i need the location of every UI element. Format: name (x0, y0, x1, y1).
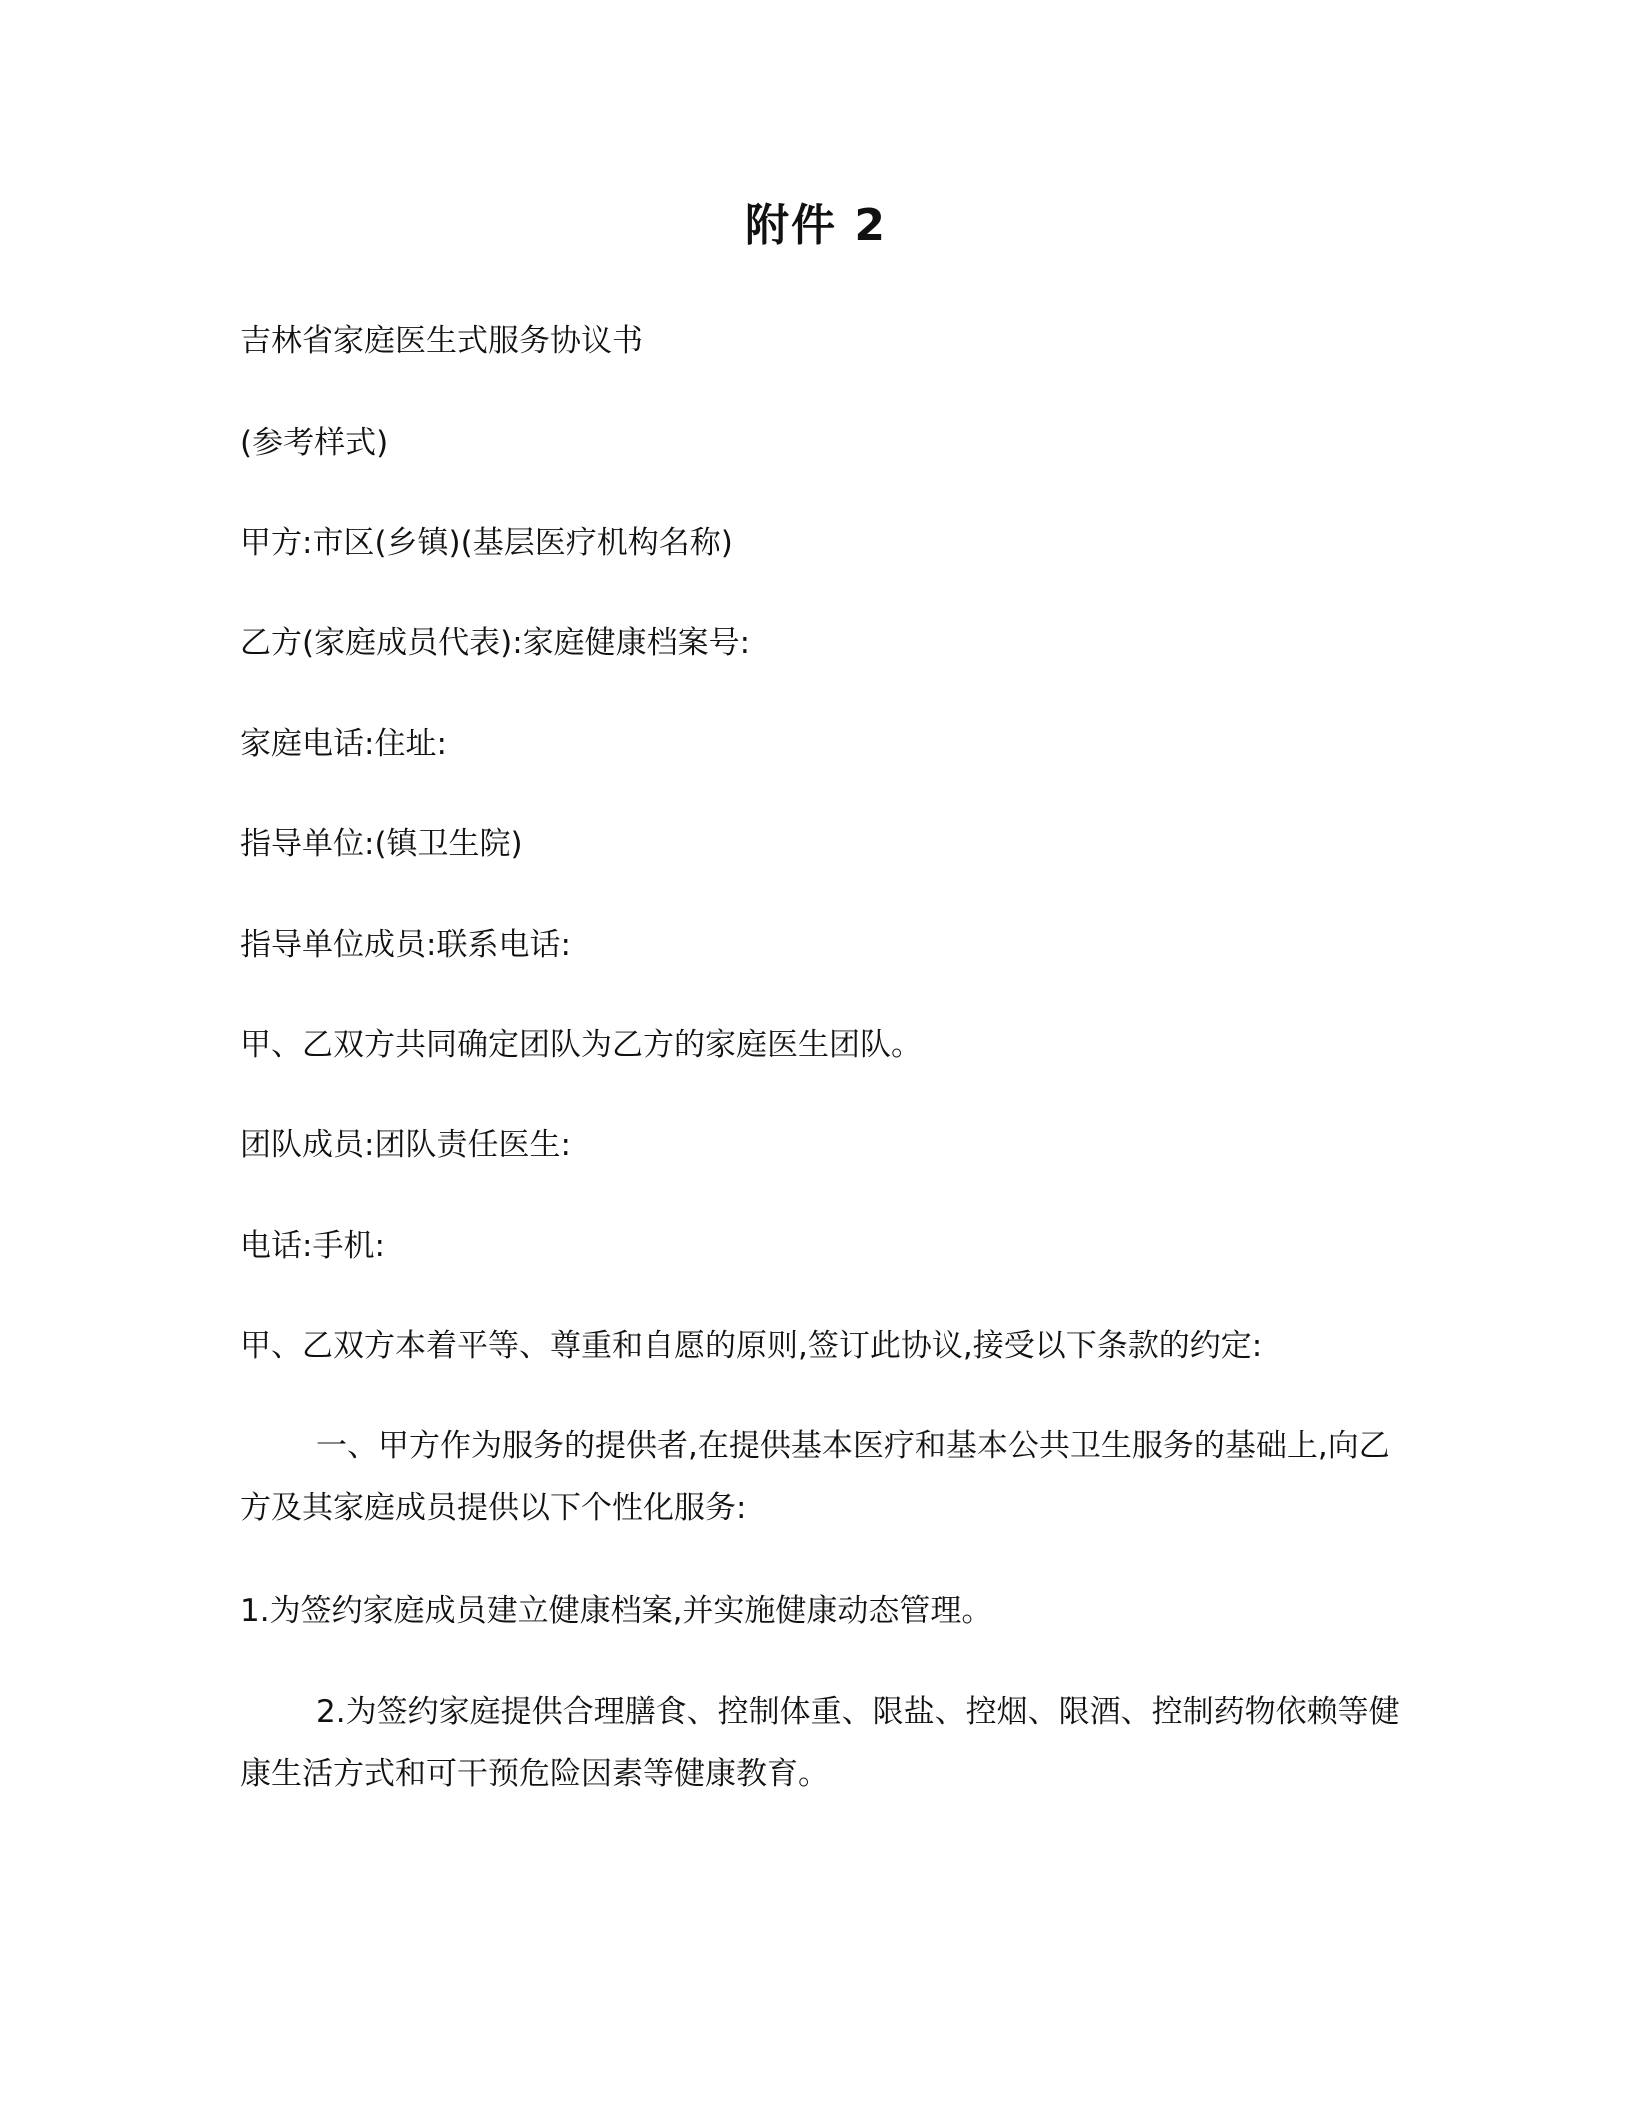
team-confirmation-line: 甲、乙双方共同确定团队为乙方的家庭医生团队。 (240, 1027, 922, 1063)
service-item-1: 1.为签约家庭成员建立健康档案,并实施健康动态管理。 (240, 1593, 993, 1629)
agreement-principle-line: 甲、乙双方本着平等、尊重和自愿的原则,签订此协议,接受以下条款的约定: (240, 1328, 1263, 1364)
clause-one-paragraph: 一、甲方作为服务的提供者,在提供基本医疗和基本公共卫生服务的基础上,向乙方及其家庭成员提供以下个性化服务: (240, 1428, 1390, 1526)
party-b-line: 乙方(家庭成员代表):家庭健康档案号: (240, 625, 751, 661)
agreement-name: 吉林省家庭医生式服务协议书 (240, 323, 643, 359)
guidance-unit-line: 指导单位:(镇卫生院) (240, 826, 523, 862)
family-phone-address-line: 家庭电话:住址: (240, 726, 447, 762)
team-members-line: 团队成员:团队责任医生: (240, 1127, 571, 1163)
document-title: 附件 2 (745, 200, 887, 251)
party-a-line: 甲方:市区(乡镇)(基层医疗机构名称) (240, 525, 733, 561)
guidance-member-line: 指导单位成员:联系电话: (240, 927, 571, 963)
reference-style-note: (参考样式) (240, 425, 389, 461)
phone-mobile-line: 电话:手机: (240, 1228, 385, 1264)
service-item-2: 2.为签约家庭提供合理膳食、控制体重、限盐、控烟、限酒、控制药物依赖等健康生活方式和可干预危险因素等健康教育。 (240, 1694, 1400, 1792)
